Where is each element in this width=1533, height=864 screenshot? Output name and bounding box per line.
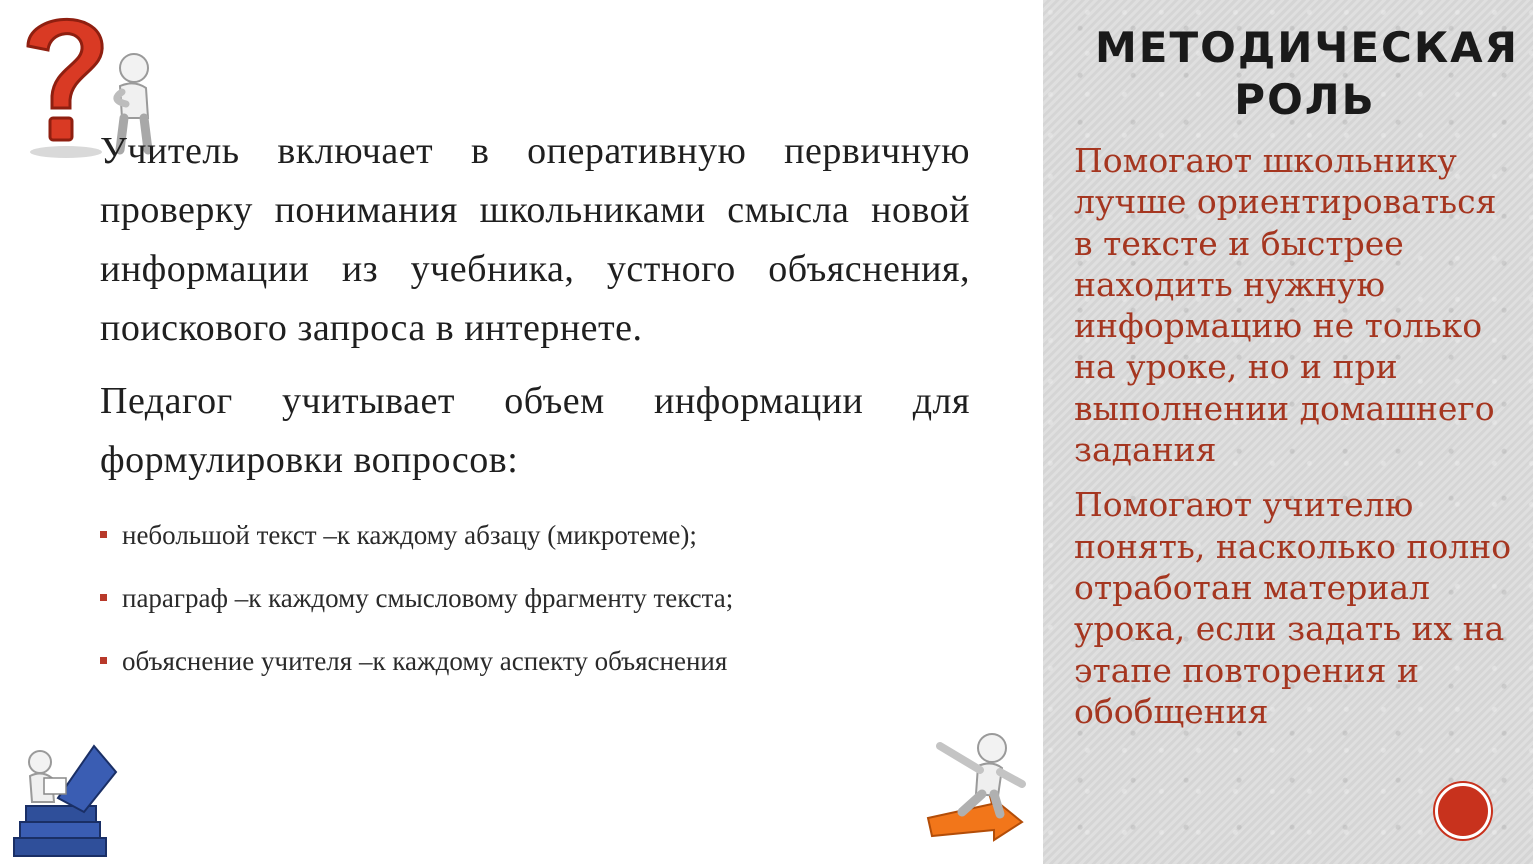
- main-content: [100, 122, 970, 693]
- bullet-text: небольшой текст –к каждому абзацу (микротеме);: [122, 520, 697, 550]
- bullet-text: объяснение учителя –к каждому аспекту объяснения: [122, 646, 728, 676]
- circle-nav-icon[interactable]: [1435, 783, 1491, 839]
- methodical-role-panel: [1043, 0, 1533, 864]
- bullet-marker: [100, 594, 107, 601]
- list-item: [100, 630, 970, 693]
- arrow-rider-figure-icon: [922, 726, 1030, 844]
- panel-title: МЕТОДИЧЕСКАЯ РОЛЬ: [1095, 23, 1520, 124]
- panel-paragraph-teacher: Помогают учителю понять, насколько полно отработан материал урока, если задать их на этапе повторения и обобщения: [1074, 485, 1512, 731]
- list-item: [100, 504, 970, 567]
- bullet-text: параграф –к каждому смысловому фрагменту текста;: [122, 583, 734, 613]
- bullet-list: [100, 504, 970, 693]
- paragraph-volume: Педагог учитывает объем информации для формулировки вопросов:: [100, 380, 970, 481]
- panel-body: [1074, 140, 1514, 746]
- bullet-marker: [100, 657, 107, 664]
- books-reading-figure-icon: [4, 738, 128, 862]
- panel-paragraph-student: Помогают школьнику лучше ориентироваться в тексте и быстрее находить нужную информацию не только на уроке, но и при выполнении домашнего задания: [1074, 141, 1497, 470]
- paragraph-intro: Учитель включает в оперативную первичную проверку понимания школьниками смысла новой информации из учебника, устного объяснения, поискового запроса в интернете.: [100, 130, 970, 349]
- list-item: [100, 567, 970, 630]
- bullet-marker: [100, 531, 107, 538]
